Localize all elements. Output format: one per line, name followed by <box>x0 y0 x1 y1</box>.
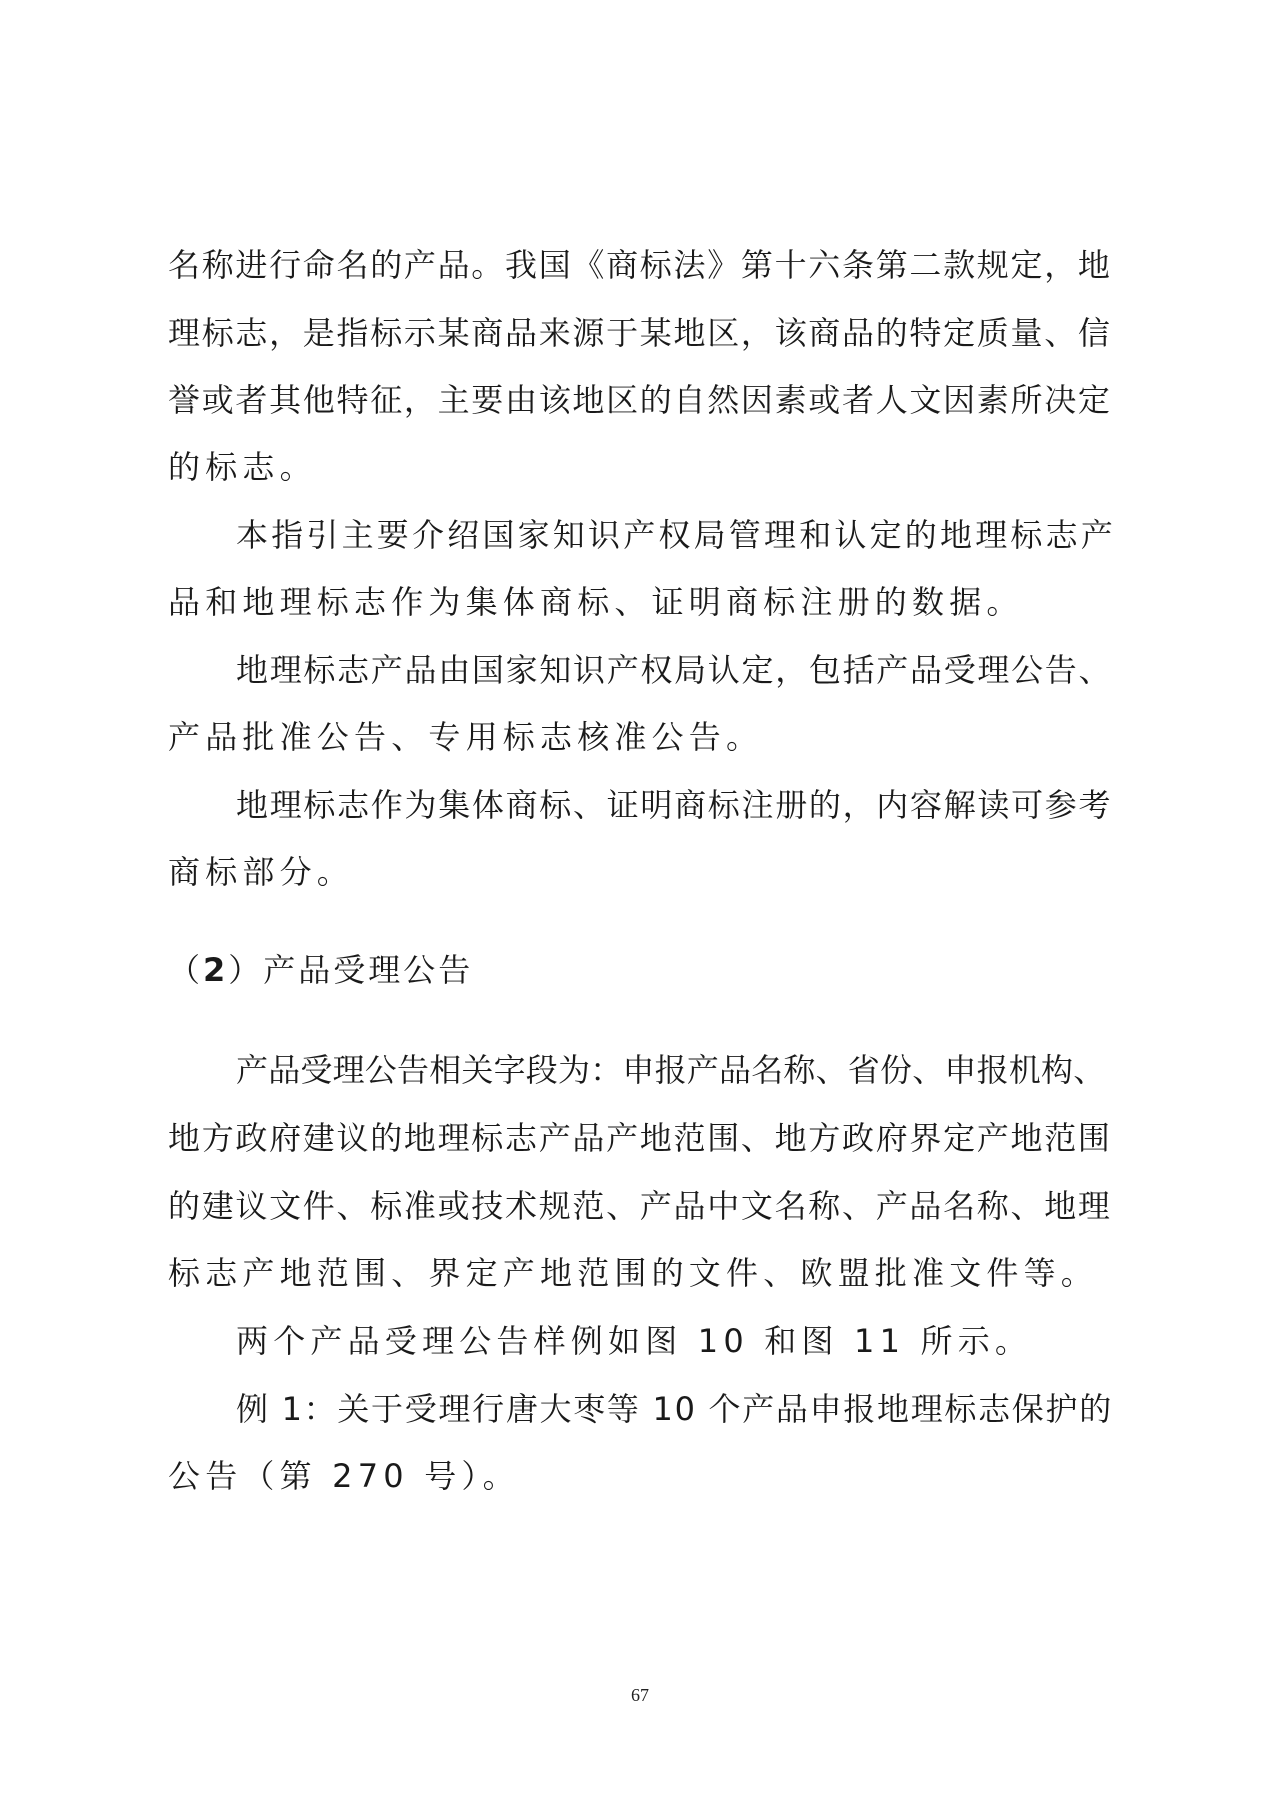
page-number: 67 <box>631 1685 649 1705</box>
paragraph-1-line-4: 的标志。 <box>168 448 317 486</box>
paragraph-4-line-2: 商标部分。 <box>168 853 355 891</box>
paragraph-1-line-2: 理标志，是指标示某商品来源于某地区，该商品的特定质量、信 <box>168 314 1112 352</box>
paragraph-5-line-3: 的建议文件、标准或技术规范、产品中文名称、产品名称、地理 <box>168 1187 1112 1225</box>
paragraph-7-line-1: 例 1：关于受理行唐大枣等 10 个产品申报地理标志保护的 <box>236 1390 1113 1428</box>
paragraph-5-line-4: 标志产地范围、界定产地范围的文件、欧盟批准文件等。 <box>168 1254 1099 1292</box>
paragraph-7-line-2: 公告（第 270 号）。 <box>168 1457 520 1495</box>
heading-title: 产品受理公告 <box>263 951 474 989</box>
paragraph-2-line-1: 本指引主要介绍国家知识产权局管理和认定的地理标志产 <box>236 516 1117 554</box>
paragraph-3-line-1: 地理标志产品由国家知识产权局认定，包括产品受理公告、 <box>236 651 1113 689</box>
paragraph-6-line-1: 两个产品受理公告样例如图 10 和图 11 所示。 <box>236 1322 1033 1360</box>
heading-number: 2 <box>203 951 229 989</box>
paragraph-5-line-1: 产品受理公告相关字段为：申报产品名称、省份、申报机构、 <box>236 1051 1106 1089</box>
heading-close-paren: ） <box>228 951 264 989</box>
paragraph-1-line-3: 誉或者其他特征，主要由该地区的自然因素或者人文因素所决定 <box>168 381 1112 419</box>
paragraph-1-line-1: 名称进行命名的产品。我国《商标法》第十六条第二款规定，地 <box>168 246 1112 284</box>
heading-open-paren: （ <box>168 951 204 989</box>
paragraph-2-line-2: 品和地理标志作为集体商标、证明商标注册的数据。 <box>168 583 1024 621</box>
paragraph-5-line-2: 地方政府建议的地理标志产品产地范围、地方政府界定产地范围 <box>168 1119 1112 1157</box>
paragraph-3-line-2: 产品批准公告、专用标志核准公告。 <box>168 718 764 756</box>
section-heading <box>168 950 473 990</box>
paragraph-4-line-1: 地理标志作为集体商标、证明商标注册的，内容解读可参考 <box>236 786 1113 824</box>
